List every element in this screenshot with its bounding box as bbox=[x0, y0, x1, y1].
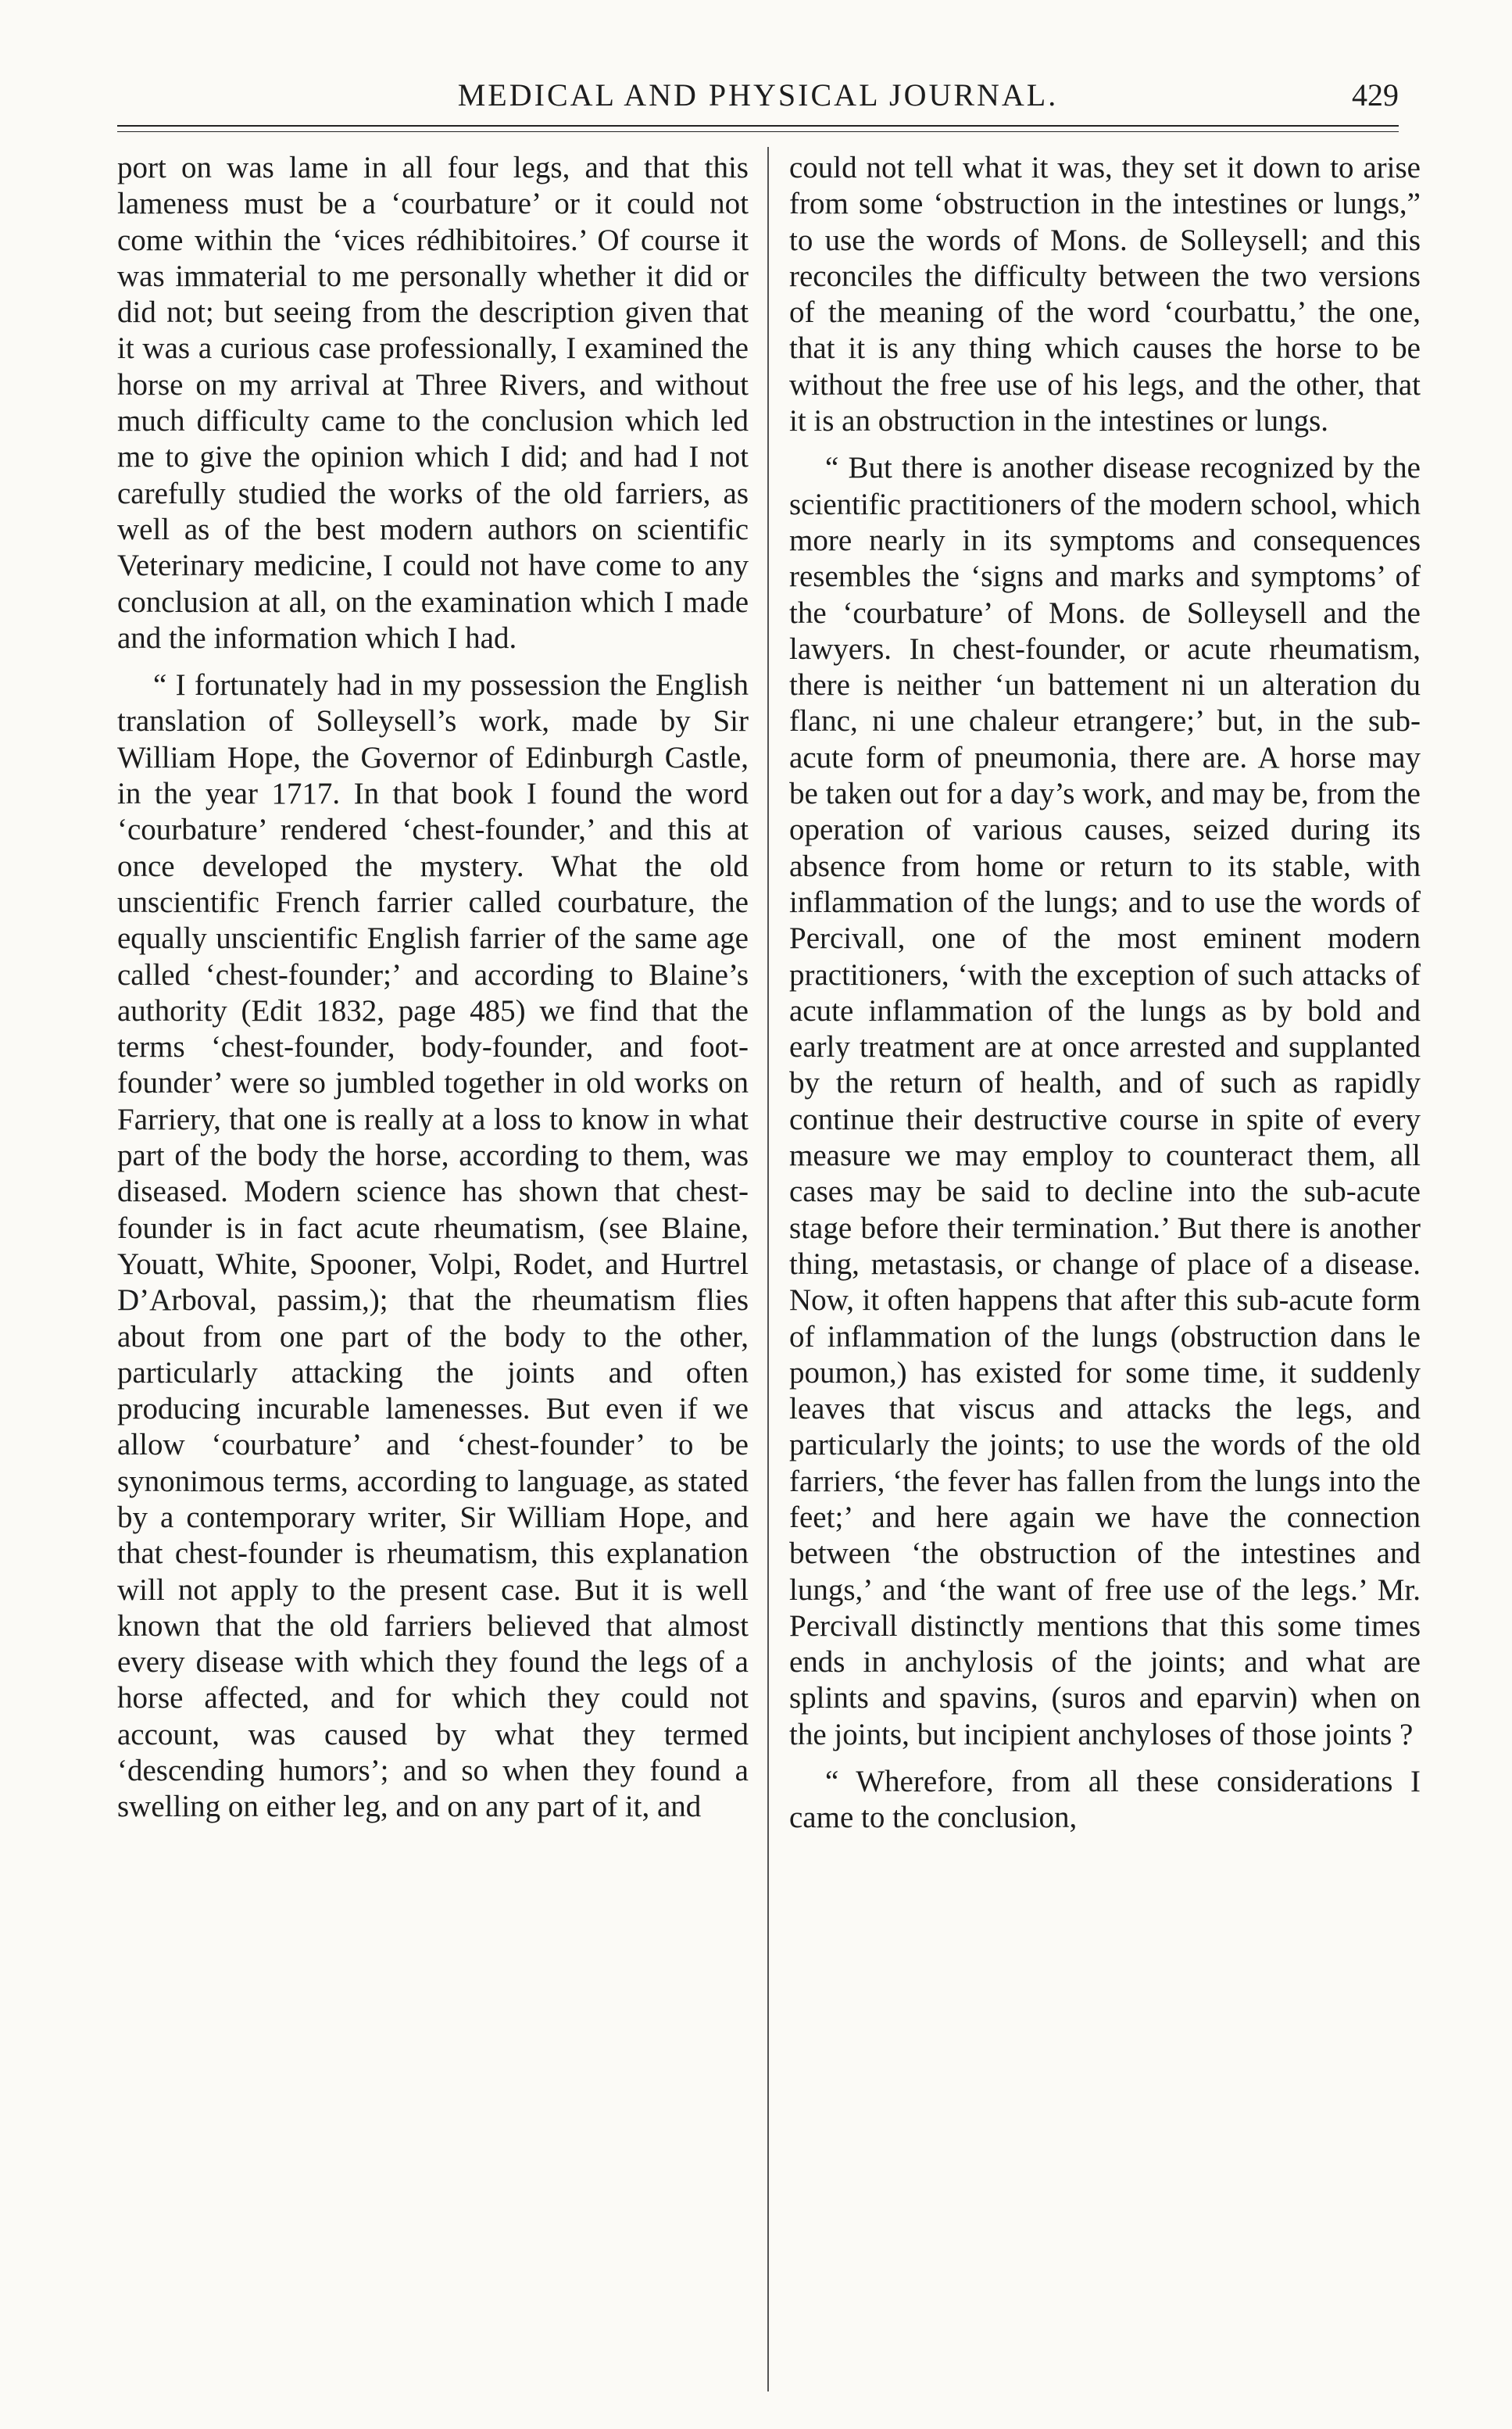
right-column bbox=[789, 150, 1421, 2401]
paragraph: could not tell what it was, they set it down to arise from some ‘obstruction in the intestines or lungs,” to use the words of Mons. de Solleysell; and this reconciles the difficulty between the two versions of the meaning of the word ‘courbattu,’ the one, that it is any thing which causes the horse to be without the free use of his legs, and the other, that it is an obstruction in the intestines or lungs. bbox=[789, 151, 1421, 438]
header-rule-thin bbox=[117, 131, 1399, 132]
running-title: MEDICAL AND PHYSICAL JOURNAL. bbox=[457, 77, 1059, 113]
header-rule bbox=[117, 125, 1399, 127]
page-header bbox=[117, 72, 1399, 119]
paragraph: “ Wherefore, from all these considerations I came to the conclusion, bbox=[789, 1765, 1421, 1835]
paragraph: “ I fortunately had in my possession the English translation of Solleysell’s work, made by Sir William Hope, the Governor of Edinburgh Castle, in the year 1717. In that book I found the word ‘courbature’ rendered ‘chest-founder,’ and this at once developed the mystery. What the old unscientific French farrier called courbature, the equally unscientific English farrier of the same age called ‘chest-founder;’ and according to Blaine’s authority (Edit 1832, page 485) we find that the terms ‘chest-founder, body-founder, and foot-founder’ were so jumbled together in old works on Farriery, that one is really at a loss to know in what part of the body the horse, according to them, was diseased. Modern science has shown that chest-founder is in fact acute rheumatism, (see Blaine, Youatt, White, Spooner, Volpi, Rodet, and Hurtrel D’Arboval, passim,); that the rheumatism flies about from one part of the body to the other, particularly attacking the joints and often producing incurable lamenesses. But even if we allow ‘courbature’ and ‘chest-founder’ to be synonimous terms, according to language, as stated by a contemporary writer, Sir William Hope, and that chest-founder is rheumatism, this explanation will not apply to the present case. But it is well known that the old farriers believed that almost every disease with which they found the legs of a horse affected, and for which they could not account, was caused by what they termed ‘descending humors’; and so when they found a swelling on either leg, and on any part of it, and bbox=[117, 668, 749, 1824]
paragraph: port on was lame in all four legs, and that this lameness must be a ‘courbature’ or it could not come within the ‘vices rédhibitoires.’ Of course it was immaterial to me personally whether it did or did not; but seeing from the description given that it was a curious case professionally, I examined the horse on my arrival at Three Rivers, and without much difficulty came to the conclusion which led me to give the opinion which I did; and had I not carefully studied the works of the old farriers, as well as of the best modern authors on scientific Veterinary medicine, I could not have come to any conclusion at all, on the examination which I made and the information which I had. bbox=[117, 151, 749, 655]
column-divider bbox=[767, 147, 769, 2391]
left-column bbox=[117, 150, 749, 2401]
paragraph: “ But there is another disease recognized by the scientific practitioners of the modern school, which more nearly in its symptoms and consequences resembles the ‘signs and marks and symptoms’ of the ‘courbature’ of Mons. de Solleysell and the lawyers. In chest-founder, or acute rheumatism, there is neither ‘un battement ni un alteration du flanc, ni une chaleur etrangere;’ but, in the sub-acute form of pneumonia, there are. A horse may be taken out for a day’s work, and may be, from the operation of various causes, seized during its absence from home or return to its stable, with inflammation of the lungs; and to use the words of Percivall, one of the most eminent modern practitioners, ‘with the exception of such attacks of acute inflammation of the lungs as by bold and early treatment are at once arrested and supplanted by the return of health, and of such as rapidly continue their destructive course in spite of every measure we may employ to counteract them, all cases may be said to decline into the sub-acute stage before their termination.’ But there is another thing, metastasis, or change of place of a disease. Now, it often happens that after this sub-acute form of inflammation of the lungs (obstruction dans le poumon,) has existed for some time, it suddenly leaves that viscus and attacks the legs, and particularly the joints; to use the words of the old farriers, ‘the fever has fallen from the lungs into the feet;’ and here again we have the connection between ‘the obstruction of the intestines and lungs,’ and ‘the want of free use of the legs.’ Mr. Percivall distinctly mentions that this some times ends in anchylosis of the joints; and what are splints and spavins, (suros and eparvin) when on the joints, but incipient anchyloses of those joints ? bbox=[789, 451, 1421, 1751]
page-number: 429 bbox=[1352, 77, 1399, 113]
